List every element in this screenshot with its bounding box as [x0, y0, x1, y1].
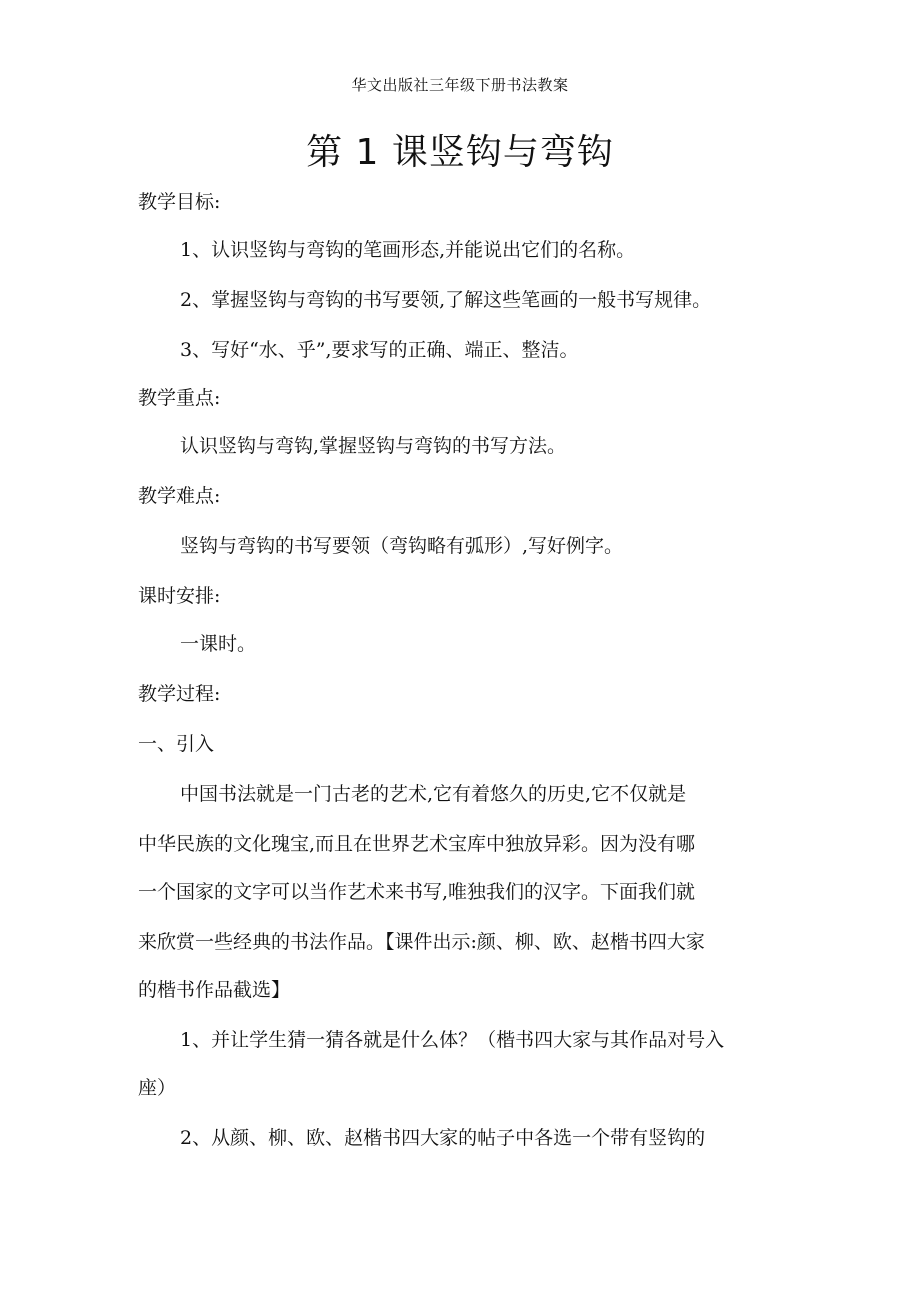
difficulties-text: 竖钩与弯钩的书写要领（弯钩略有弧形）,写好例字。 [180, 535, 624, 557]
intro-paragraph-line: 的楷书作品截选】 [138, 979, 291, 1001]
process-heading: 教学过程: [138, 683, 221, 705]
intro-paragraph-line: 中华民族的文化瑰宝,而且在世界艺术宝库中独放异彩。因为没有哪 [138, 833, 696, 855]
objective-item: 1、认识竖钩与弯钩的笔画形态,并能说出它们的名称。 [180, 239, 636, 261]
difficulties-heading: 教学难点: [138, 485, 221, 507]
step-line: 座） [138, 1077, 177, 1099]
intro-paragraph-line: 一个国家的文字可以当作艺术来书写,唯独我们的汉字。下面我们就 [138, 881, 696, 903]
intro-paragraph-line: 中国书法就是一门古老的艺术,它有着悠久的历史,它不仅就是 [180, 783, 687, 805]
section-heading-intro: 一、引入 [138, 733, 215, 755]
lesson-title: 第 1 课竖钩与弯钩 [306, 132, 614, 173]
objectives-heading: 教学目标: [138, 191, 221, 213]
key-points-text: 认识竖钩与弯钩,掌握竖钩与弯钩的书写方法。 [180, 435, 567, 457]
step-line: 1、并让学生猜一猜各就是什么体？（楷书四大家与其作品对号入 [180, 1029, 725, 1051]
document-header: 华文出版社三年级下册书法教案 [351, 76, 569, 94]
objective-item: 3、写好“水、乎”,要求写的正确、端正、整洁。 [180, 339, 579, 361]
intro-paragraph-line: 来欣赏一些经典的书法作品。【课件出示:颜、柳、欧、赵楷书四大家 [138, 931, 705, 953]
schedule-heading: 课时安排: [138, 585, 221, 607]
key-points-heading: 教学重点: [138, 387, 221, 409]
step-line: 2、从颜、柳、欧、赵楷书四大家的帖子中各选一个带有竖钩的 [180, 1127, 706, 1149]
objective-item: 2、掌握竖钩与弯钩的书写要领,了解这些笔画的一般书写规律。 [180, 289, 712, 311]
schedule-text: 一课时。 [180, 633, 257, 655]
